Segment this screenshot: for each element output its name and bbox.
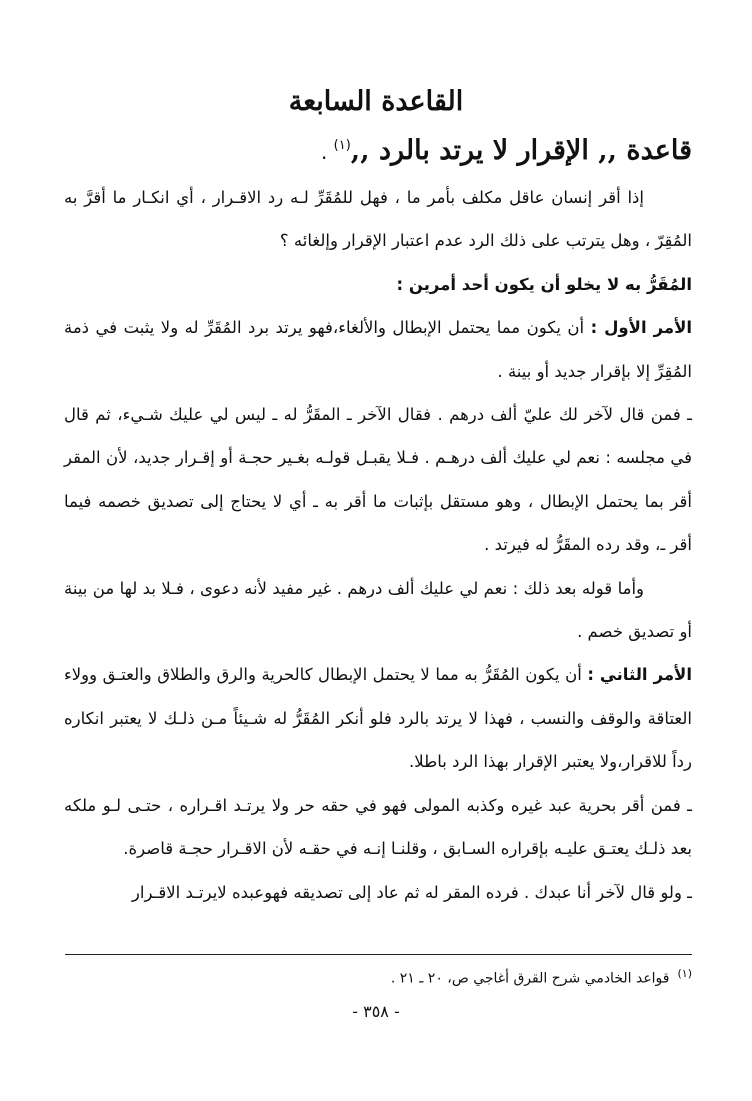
example-paragraph: ـ فمن قال لآخر لك عليّ ألف درهم . فقال الآخر ـ المقَرُّ له ـ ليس لي عليك شـيء، ثم قال في مجلسه : نعم لي عليك ألف درهـم . فـلا يقبـل قولـه بغـير حجـة أو إقـرار جديد، لأن المقر أقر بما يحتمل الإبطال ، وهو مستقل بإثبات ما أقر به ـ أي لا يحتاج إلى تصديق خصمه فيما أقر ـ، وقد رده المقَرُّ له فيرتد .	[64, 405, 692, 555]
first-case-label: الأمر الأول :	[590, 318, 693, 338]
first-case-text: أن يكون مما يحتمل الإبطال والألغاء،فهو يرتد برد المُقَرِّ له ولا يثبت في ذمة المُقِرِّ إلا بإقرار جديد أو بينة .	[64, 318, 692, 381]
footnote-number: (١)	[677, 967, 692, 980]
second-case-label: الأمر الثاني :	[587, 665, 692, 685]
example-paragraph: ـ فمن أقر بحرية عبد غيره وكذبه المولى فهو في حقه حر ولا يرتـد اقـراره ، حتـى لـو ملكه بعد ذلـك يعتـق عليـه بإقراره السـابق ، وقلنـا إنـه في حقـه لأن الاقـرار حجـة قاصرة.	[64, 795, 692, 859]
footnote-divider	[65, 954, 692, 955]
chapter-title: القاعدة السابعة	[288, 86, 464, 117]
main-text	[64, 176, 692, 914]
intro-paragraph: إذا أقر إنسان عاقل مكلف بأمر ما ، فهل للمُقَرِّ لـه رد الاقـرار ، أي انكـار ما أقرَّ به المُقِرّ ، وهل يترتب على ذلك الرد عدم اعتبار الإقرار وإلغائه ؟	[64, 188, 692, 251]
rule-heading-text: قاعدة ,, الإقرار لا يرتد بالرد ,,	[350, 135, 692, 166]
page-number: - ٣٥٨ -	[352, 1002, 400, 1021]
first-case-paragraph	[64, 306, 692, 393]
rule-heading	[321, 126, 692, 172]
section-heading: المُقَرُّ به لا يخلو أن يكون أحد أمرين :	[396, 274, 692, 294]
footnote	[391, 962, 692, 991]
example-paragraph: ـ ولو قال لآخر أنا عبدك . فرده المقر له ثم عاد إلى تصديقه فهوعبده لايرتـد الاقـرار	[131, 882, 692, 902]
footnote-text: قواعد الخادمي شرح القرق أغاجي ص، ٢٠ ـ ٢١ .	[390, 970, 670, 987]
rule-heading-tail: .	[320, 140, 334, 164]
explanation-paragraph: وأما قوله بعد ذلك : نعم لي عليك ألف درهم . غير مفيد لأنه دعوى ، فـلا بد لها من بينة أو تصديق خصم .	[64, 578, 692, 642]
second-case-text: أن يكون المُقَرُّ به مما لا يحتمل الإبطال كالحرية والرق والطلاق والعتـق وولاء العتاقة والوقف والنسب ، فهذا لا يرتد بالرد فلو أنكر المُقَرُّ له شـيئاً مـن ذلـك لا يعتبر انكاره رداً للاقرار،ولا يعتبر الإقرار بهذا الرد باطلا.	[64, 665, 692, 772]
second-case-paragraph	[64, 653, 692, 783]
footnote-reference[interactable]: (١)	[333, 138, 351, 153]
